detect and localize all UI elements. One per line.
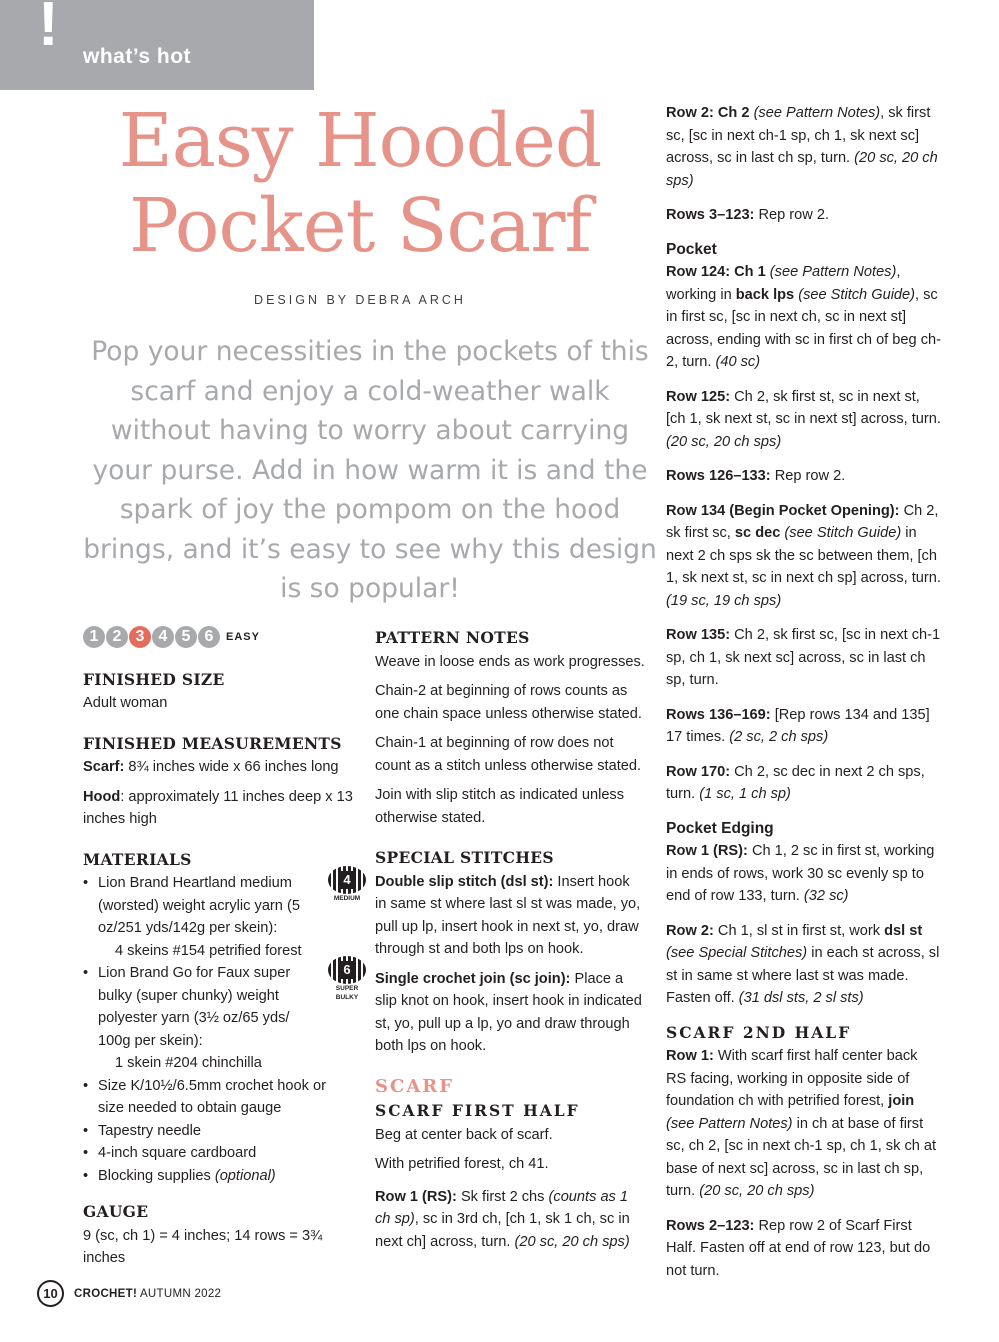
page-footer xyxy=(37,1280,221,1307)
list-item: • Tapestry needle xyxy=(83,1120,353,1143)
row-135: Row 135: Ch 2, sk first sc, [sc in next ch-1 sp, ch 1, sk next sc] across, sc in last ch sp, turn. xyxy=(666,627,941,688)
second-half-row-1: Row 1: With scarf first half center back RS facing, working in opposite side of foundation ch with petrified forest, join (see Pattern Notes) in ch at base of first sc, ch 2, [sc in next ch-1 sp, ch 1, sk ch at base of next sc] across, sc in last ch sp, turn. (20 sc, 20 ch sps) xyxy=(666,1048,937,1199)
row-124: Row 124: Ch 1 (see Pattern Notes), working in back lps (see Stitch Guide), sc in first sc, [sc in next ch, sc in next st] across, ending with sc in first ch of beg ch-2, turn. (40 sc) xyxy=(666,264,941,370)
section-label: what’s hot xyxy=(83,45,192,68)
skill-dot-3: 3 xyxy=(129,626,151,648)
gauge-text: 9 (sc, ch 1) = 4 inches; 14 rows = 3¾ inches xyxy=(83,1227,323,1266)
yarn-weight-6-icon: 6 SUPER BULKY xyxy=(325,956,369,1002)
stitch-dsl: Double slip stitch (dsl st): Insert hook in same st where last sl st was made, yo, pull up lp, insert hook in next st, yo, draw through st and both lps on hook. xyxy=(375,873,641,957)
rows-3-123: Rows 3–123: Rep row 2. xyxy=(666,207,830,223)
pattern-note: Weave in loose ends as work progresses. xyxy=(375,653,645,670)
title-line-1: Easy Hooded xyxy=(118,98,602,184)
rows-136-169: Rows 136–169: [Rep rows 134 and 135] 17 times. (2 sc, 2 ch sps) xyxy=(666,706,930,745)
scarf-first-half-heading: SCARF FIRST HALF xyxy=(375,1101,580,1120)
scarf-heading: SCARF xyxy=(375,1075,455,1097)
list-item: • Size K/10½/6.5mm crochet hook or size needed to obtain gauge xyxy=(83,1075,353,1120)
hood-measurement: Hood: approximately 11 inches deep x 13 inches high xyxy=(83,788,353,827)
skill-dot-6: 6 xyxy=(198,626,220,648)
pocket-edging-row-1: Row 1 (RS): Ch 1, 2 sc in first st, working in ends of rows, work 30 sc evenly sp to end of row 133, turn. (32 sc) xyxy=(666,843,935,904)
skill-dot-4: 4 xyxy=(152,626,174,648)
pattern-note: Chain-1 at beginning of row does not count as a stitch unless otherwise stated. xyxy=(375,735,642,774)
pocket-edging-row-2: Row 2: Ch 1, sl st in first st, work dsl st (see Special Stitches) in each st across, sl st in same st where last st was made. Fasten off. (31 dsl sts, 2 sl sts) xyxy=(666,922,940,1006)
stitch-sc-join: Single crochet join (sc join): Place a slip knot on hook, insert hook in indicated st, yo, pull up a lp, yo and draw through both lps on hook. xyxy=(375,970,642,1054)
section-tab xyxy=(0,0,314,90)
rows-126-133: Rows 126–133: Rep row 2. xyxy=(666,468,846,484)
list-item: • 4-inch square cardboard xyxy=(83,1142,353,1165)
scarf-measurement: Scarf: 8¾ inches wide x 66 inches long xyxy=(83,759,339,775)
row-1: Row 1 (RS): Sk first 2 chs (counts as 1 ch sp), sc in 3rd ch, [ch 1, sk 1 ch, sc in next ch] across, turn. (20 sc, 20 ch sps) xyxy=(375,1188,630,1250)
pattern-notes-heading: PATTERN NOTES xyxy=(375,628,530,647)
gauge-heading: GAUGE xyxy=(83,1202,149,1221)
finished-measurements-heading: FINISHED MEASUREMENTS xyxy=(83,733,342,753)
pocket-heading: Pocket xyxy=(666,240,717,258)
materials-list xyxy=(83,872,361,1187)
skill-dot-1: 1 xyxy=(83,626,105,648)
list-item: • Lion Brand Go for Faux super bulky (super chunky) weight polyester yarn (3½ oz/65 yds/ 100g per skein): 1 skein #204 chinchilla 6 SUPER BULKY xyxy=(83,962,353,1075)
footer-publication: CROCHET! AUTUMN 2022 xyxy=(74,1287,222,1300)
title-line-2: Pocket Scarf xyxy=(129,183,591,269)
row-170: Row 170: Ch 2, sc dec in next 2 ch sps, turn. (1 sc, 1 ch sp) xyxy=(666,763,925,802)
finished-size-heading: FINISHED SIZE xyxy=(83,669,225,689)
first-half-line: With petrified forest, ch 41. xyxy=(375,1156,549,1172)
column-2 xyxy=(375,626,645,1260)
column-1 xyxy=(83,626,361,1277)
special-stitches-heading: SPECIAL STITCHES xyxy=(375,848,554,867)
row-125: Row 125: Ch 2, sk first st, sc in next st, [ch 1, sk next st, sc in next st] across, turn. (20 sc, 20 ch sps) xyxy=(666,388,941,450)
materials-heading: MATERIALS xyxy=(83,849,192,869)
first-half-line: Beg at center back of scarf. xyxy=(375,1126,553,1143)
row-2: Row 2: Ch 2 (see Pattern Notes), sk first sc, [sc in next ch-1 sp, ch 1, sk next sc] across, sc in last ch sp, turn. (20 sc, 20 ch sps) xyxy=(666,105,938,189)
list-item: • Lion Brand Heartland medium (worsted) weight acrylic yarn (5 oz/251 yds/142g per skein): 4 skeins #154 petrified forest 4 MEDIUM xyxy=(83,872,353,962)
finished-size: Adult woman xyxy=(83,695,168,711)
yarn-weight-4-icon: 4 MEDIUM xyxy=(325,866,369,903)
pattern-note: Chain-2 at beginning of rows counts as one chain space unless otherwise stated. xyxy=(375,683,642,722)
intro-text: Pop your necessities in the pockets of this scarf and enjoy a cold-weather walk without having to worry about carrying your purse. Add in how warm it is and the spark of joy the pompom on the hood brings, and it’s easy to see why this design is so popular! xyxy=(83,336,657,604)
exclamation-icon: ! xyxy=(38,0,59,59)
skill-level xyxy=(83,626,353,649)
skill-dot-5: 5 xyxy=(175,626,197,648)
pattern-note: Join with slip stitch as indicated unless otherwise stated. xyxy=(375,787,625,826)
column-3 xyxy=(666,102,941,1289)
skill-dot-2: 2 xyxy=(106,626,128,648)
row-134: Row 134 (Begin Pocket Opening): Ch 2, sk first sc, sc dec (see Stitch Guide) in next 2 ch sps sk the sc between them, [ch 1, sk next st, sc in next ch sp] across, turn. (19 sc, 19 ch sps) xyxy=(666,502,941,609)
page-number: 10 xyxy=(37,1280,64,1307)
byline: DESIGN BY DEBRA ARCH xyxy=(254,293,466,307)
list-item: • Blocking supplies (optional) xyxy=(83,1165,353,1188)
second-half-rows-2-123: Rows 2–123: Rep row 2 of Scarf First Half. Fasten off at end of row 123, but do not turn. xyxy=(666,1217,931,1279)
skill-label: EASY xyxy=(226,631,260,643)
scarf-2nd-half-heading: SCARF 2ND HALF xyxy=(666,1022,852,1042)
pocket-edging-heading: Pocket Edging xyxy=(666,819,774,837)
